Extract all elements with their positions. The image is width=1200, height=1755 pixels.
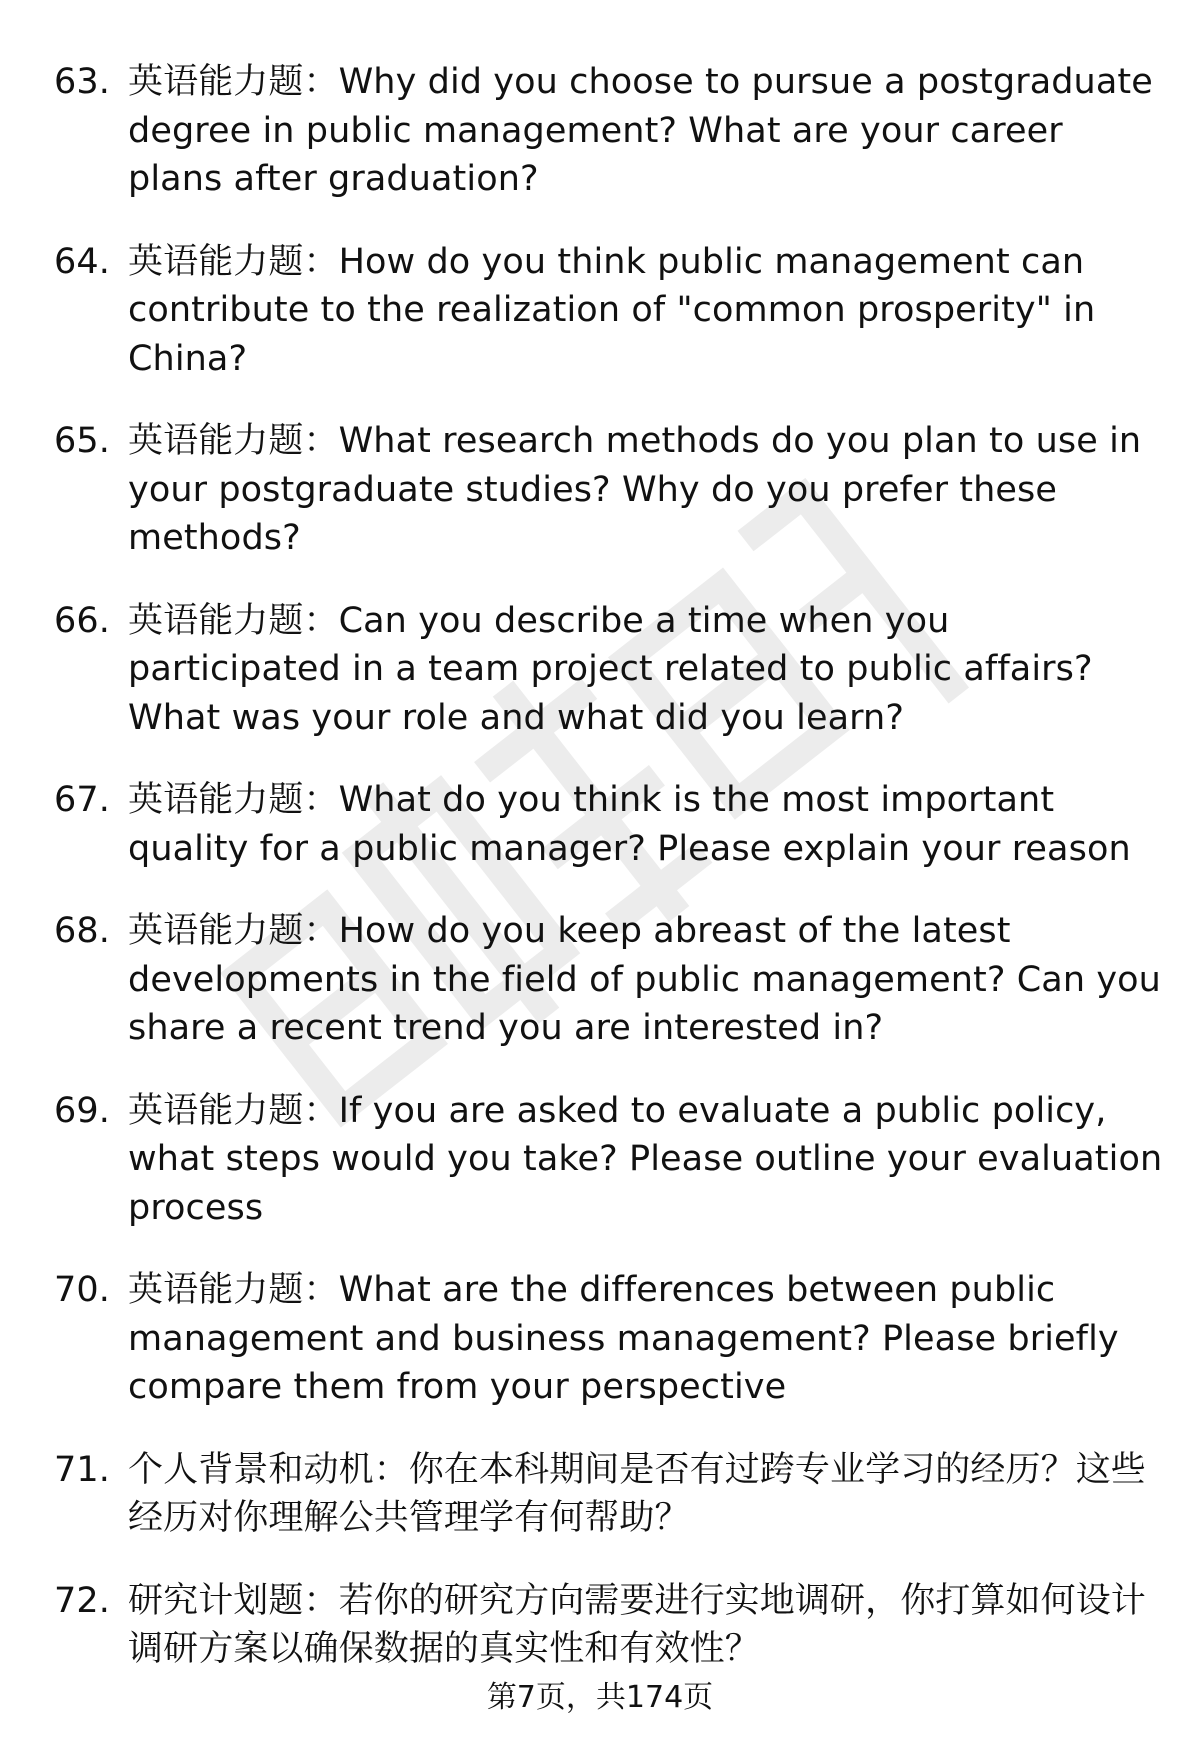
- list-item: [54, 776, 1164, 873]
- list-item: [54, 1577, 1164, 1674]
- list-item: [54, 1446, 1164, 1543]
- list-item: [54, 417, 1164, 563]
- list-item: [54, 1266, 1164, 1412]
- question-number: 64.: [54, 241, 110, 282]
- question-text: 英语能力题：If you are asked to evaluate a public policy, what steps would you take? Please outline your evaluation process: [128, 1090, 1163, 1228]
- question-number: 68.: [54, 911, 110, 951]
- list-item: [54, 907, 1164, 1053]
- question-text: 英语能力题：What are the differences between public management and business management? Please briefly compare them from your perspective: [128, 1270, 1119, 1407]
- question-number: 71.: [54, 1449, 110, 1490]
- question-number: 72.: [54, 1580, 110, 1621]
- question-number: 67.: [54, 780, 110, 820]
- list-item: [54, 238, 1164, 384]
- question-text: 英语能力题：How do you think public management can contribute to the realization of "common prosperity" in China?: [128, 241, 1096, 379]
- question-text: 研究计划题：若你的研究方向需要进行实地调研，你打算如何设计调研方案以确保数据的真实性和有效性？: [128, 1580, 1146, 1669]
- question-text: 个人背景和动机：你在本科期间是否有过跨专业学习的经历？这些经历对你理解公共管理学有何帮助？: [128, 1449, 1146, 1538]
- list-item: [54, 1087, 1164, 1233]
- question-text: 英语能力题：Why did you choose to pursue a postgraduate degree in public management? What are your career plans after graduation?: [128, 62, 1153, 199]
- question-number: 63.: [54, 62, 110, 102]
- list-item: [54, 597, 1164, 743]
- page-footer: 第7页，共174页: [486, 1680, 714, 1715]
- list-item: [54, 58, 1164, 204]
- question-text: 英语能力题：Can you describe a time when you participated in a team project related to public affairs? What was your role and what did you learn?: [128, 600, 1093, 738]
- question-number: 65.: [54, 421, 110, 461]
- question-number: 69.: [54, 1090, 110, 1131]
- question-list: [54, 58, 1164, 1708]
- question-number: 70.: [54, 1270, 110, 1310]
- question-text: 英语能力题：How do you keep abreast of the latest developments in the field of public management? Can you share a recent trend you are interested in?: [128, 911, 1161, 1048]
- question-text: 英语能力题：What do you think is the most important quality for a public manager? Please explain your reason: [128, 780, 1131, 869]
- question-text: 英语能力题：What research methods do you plan to use in your postgraduate studies? Why do you prefer these methods?: [128, 421, 1142, 558]
- question-number: 66.: [54, 600, 110, 641]
